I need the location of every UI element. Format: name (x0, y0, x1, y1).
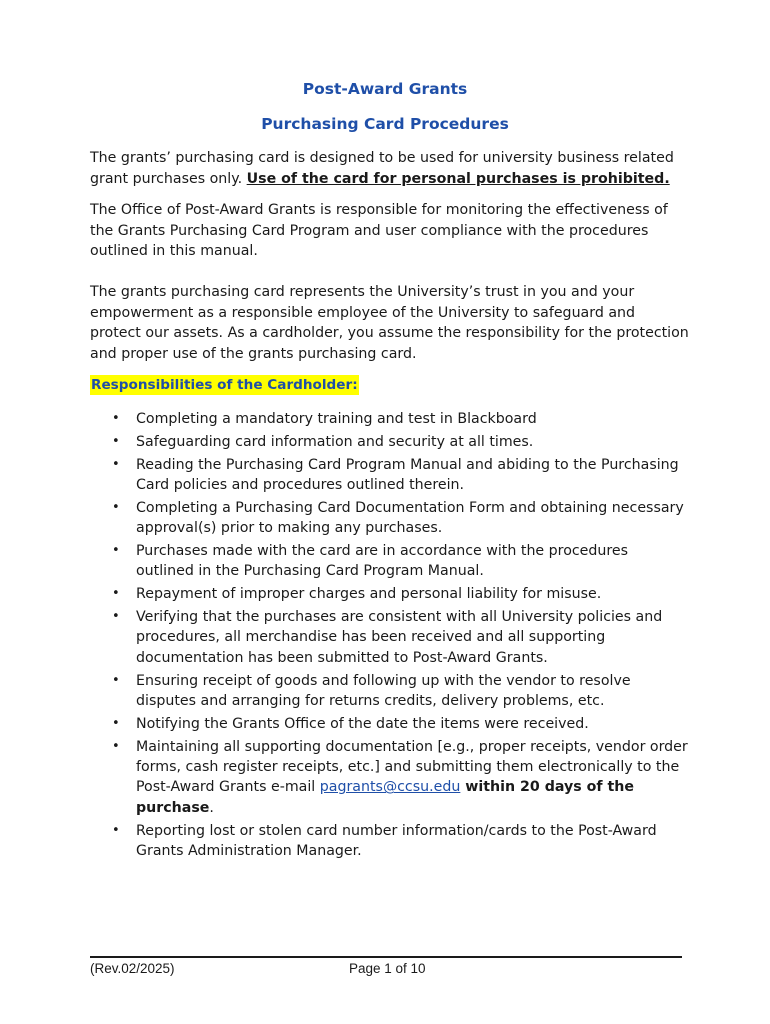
list-item (90, 498, 690, 539)
prohibition-notice: Use of the card for personal purchases is prohibited. (246, 170, 670, 187)
revision-label: (Rev.02/2025) (90, 961, 175, 976)
list-item (90, 432, 690, 452)
document-title: Post-Award Grants (302, 80, 468, 98)
list-item-text: Notifying the Grants Office of the date the items were received. (136, 715, 589, 732)
intro-paragraph (90, 148, 690, 189)
list-item (90, 541, 690, 582)
list-item (90, 584, 690, 604)
bullet-icon: • (112, 738, 120, 754)
bullet-icon: • (112, 543, 120, 558)
list-item (90, 607, 690, 668)
list-item-text: Maintaining all supporting documentation [e.g., proper receipts, vendor order forms, cash register receipts, etc.] and submitting them electronically to the Post-Award Grants e-mail (136, 738, 688, 796)
bullet-icon: • (112, 411, 120, 426)
deadline-text: within 20 days of the purchase (136, 779, 635, 816)
document-subtitle: Purchasing Card Procedures (261, 115, 509, 133)
list-item-text: Purchases made with the card are in accordance with the procedures outlined in the Purchasing Card Program Manual. (136, 543, 629, 580)
bullet-icon: • (112, 822, 120, 838)
list-item-text: Verifying that the purchases are consistent with all University policies and procedures, all merchandise has been received and all supporting documentation has been submitted to Post-Award Grants. (136, 609, 663, 666)
bullet-icon: • (112, 672, 120, 688)
responsibilities-list (90, 409, 690, 864)
list-item-text: Reading the Purchasing Card Program Manual and abiding to the Purchasing Card policies and procedures outlined therein. (136, 456, 679, 493)
list-item (90, 455, 690, 496)
bullet-icon: • (112, 433, 120, 449)
list-item-text: Safeguarding card information and security at all times. (136, 433, 534, 450)
list-item (90, 409, 690, 429)
bullet-icon: • (112, 456, 120, 472)
list-item-text: Reporting lost or stolen card number information/cards to the Post-Award Grants Administration Manager. (136, 822, 657, 860)
list-item (90, 671, 690, 712)
list-item-text: Ensuring receipt of goods and following up with the vendor to resolve disputes and arranging for returns credits, delivery problems, etc. (136, 672, 631, 710)
trust-paragraph: The grants purchasing card represents the University’s trust in you and your empowerment as a responsible employee of the University to safeguard and protect our assets. As a cardholder, you assume the responsibility for the protection and proper use of the grants purchasing card. (90, 284, 689, 362)
footer-divider (90, 956, 682, 958)
bullet-icon: • (112, 715, 120, 731)
page-number: Page 1 of 10 (349, 961, 426, 976)
intro-text: The grants’ purchasing card is designed to be used for university business related grant purchases only. (90, 150, 674, 187)
list-item-text: Completing a mandatory training and test in Blackboard (136, 411, 537, 427)
responsibilities-heading: Responsibilities of the Cardholder: (91, 377, 358, 393)
list-item (90, 821, 690, 862)
office-responsibility-paragraph: The Office of Post-Award Grants is responsible for monitoring the effectiveness of the Grants Purchasing Card Program and user compliance with the procedures outlined in this manual. (90, 202, 668, 259)
bullet-icon: • (112, 499, 120, 515)
list-item (90, 737, 690, 819)
bullet-icon: • (112, 586, 120, 602)
list-item-text: Repayment of improper charges and personal liability for misuse. (136, 586, 602, 603)
list-item-end: . (209, 799, 214, 816)
email-link[interactable]: pagrants@ccsu.edu (319, 779, 461, 796)
list-item-text: Completing a Purchasing Card Documentation Form and obtaining necessary approval(s) prior to making any purchases. (136, 499, 684, 537)
list-item (90, 714, 690, 734)
bullet-icon: • (112, 609, 120, 624)
